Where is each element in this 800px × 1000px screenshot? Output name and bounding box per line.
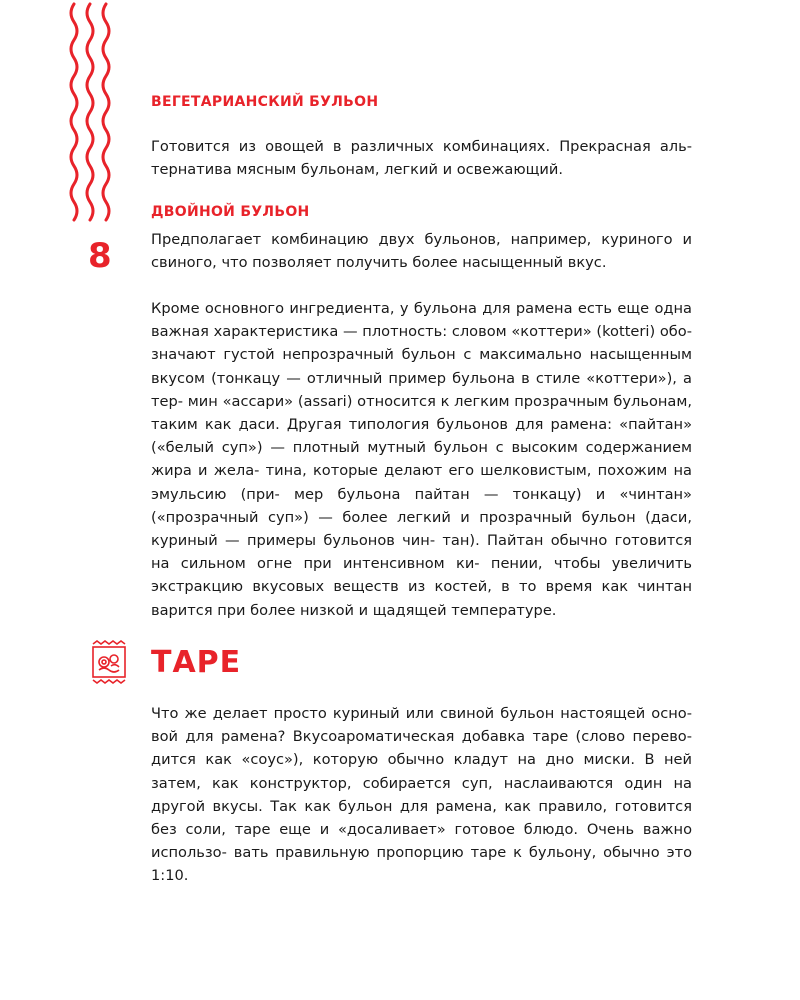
text-line: мин «ассари» (assari) относится к легким прозрачным бульонам, таким	[151, 392, 693, 434]
stamp-icon	[91, 640, 127, 684]
text-line: как даси. Другая типология бульонов для рамена: «пайтан» («белый	[151, 416, 692, 457]
paragraph-tare	[151, 702, 692, 888]
text-line: тан). Пайтан обычно готовится на сильном огне при интенсивном ки-	[151, 532, 692, 573]
text-line: вкусом (тонкацу — отличный пример бульона в стиле «коттери»), а тер-	[151, 369, 692, 410]
text-line: Готовится из овощей в различных комбинациях. Прекрасная аль-	[151, 138, 692, 155]
text-line: вать правильную пропорцию таре к бульону, обычно это 1:10.	[151, 844, 693, 885]
text-line: значают густой непрозрачный бульон с максимально насыщенным	[151, 346, 692, 364]
section-heading-double: ДВОЙНОЙ БУЛЬОН	[151, 204, 310, 220]
text-line: Предполагает комбинацию двух бульонов, например, куриного	[151, 231, 673, 248]
text-line: важная характеристика — плотность: словом «коттери» (kotteri) обо-	[151, 323, 692, 341]
text-line: и свиного, что позволяет получить более насыщенный вкус.	[151, 231, 693, 272]
text-line: вкусы. Так как бульон для рамена, как правило, готовится без соли,	[151, 797, 692, 839]
text-line: дится как «соус»), которую обычно кладут на дно миски. В ней затем,	[151, 751, 692, 792]
text-line: суп») — плотный мутный бульон с высоким содержанием жира и жела-	[151, 439, 692, 480]
wavy-lines-decoration	[66, 0, 114, 222]
text-line: таре еще и «досаливает» готовое блюдо. Очень важно использо-	[151, 821, 693, 862]
text-line: тернатива мясным бульонам, легкий и освежающий.	[151, 161, 563, 179]
text-line: Кроме основного ингредиента, у бульона для рамена есть еще одна	[151, 300, 692, 317]
text-line: пении, чтобы увеличить экстракцию вкусовых веществ из костей, в то	[151, 555, 693, 596]
text-line: время как чинтан варится при более низкой и щадящей температуре.	[151, 578, 692, 619]
paragraph-density	[151, 297, 692, 622]
paragraph-double	[151, 228, 692, 274]
text-line: Что же делает просто куриный или свиной бульон настоящей осно-	[151, 705, 692, 722]
text-line: как конструктор, собирается суп, наслаиваются один на другой	[151, 774, 692, 815]
paragraph-vegetarian	[151, 135, 692, 181]
text-line: мер бульона пайтан — тонкацу) и «чинтан» («прозрачный суп») — более	[151, 485, 692, 526]
page-number: 8	[88, 236, 112, 276]
section-title-tare: ТАРЕ	[151, 645, 242, 680]
text-line: тина, которые делают его шелковистым, похожим на эмульсию (при-	[151, 462, 693, 503]
section-heading-vegetarian: ВЕГЕТАРИАНСКИЙ БУЛЬОН	[151, 94, 379, 110]
text-line: легкий и прозрачный бульон (даси, куриный — примеры бульонов чин-	[151, 508, 692, 550]
text-line: вой для рамена? Вкусоароматическая добавка таре (слово перево-	[151, 728, 692, 746]
